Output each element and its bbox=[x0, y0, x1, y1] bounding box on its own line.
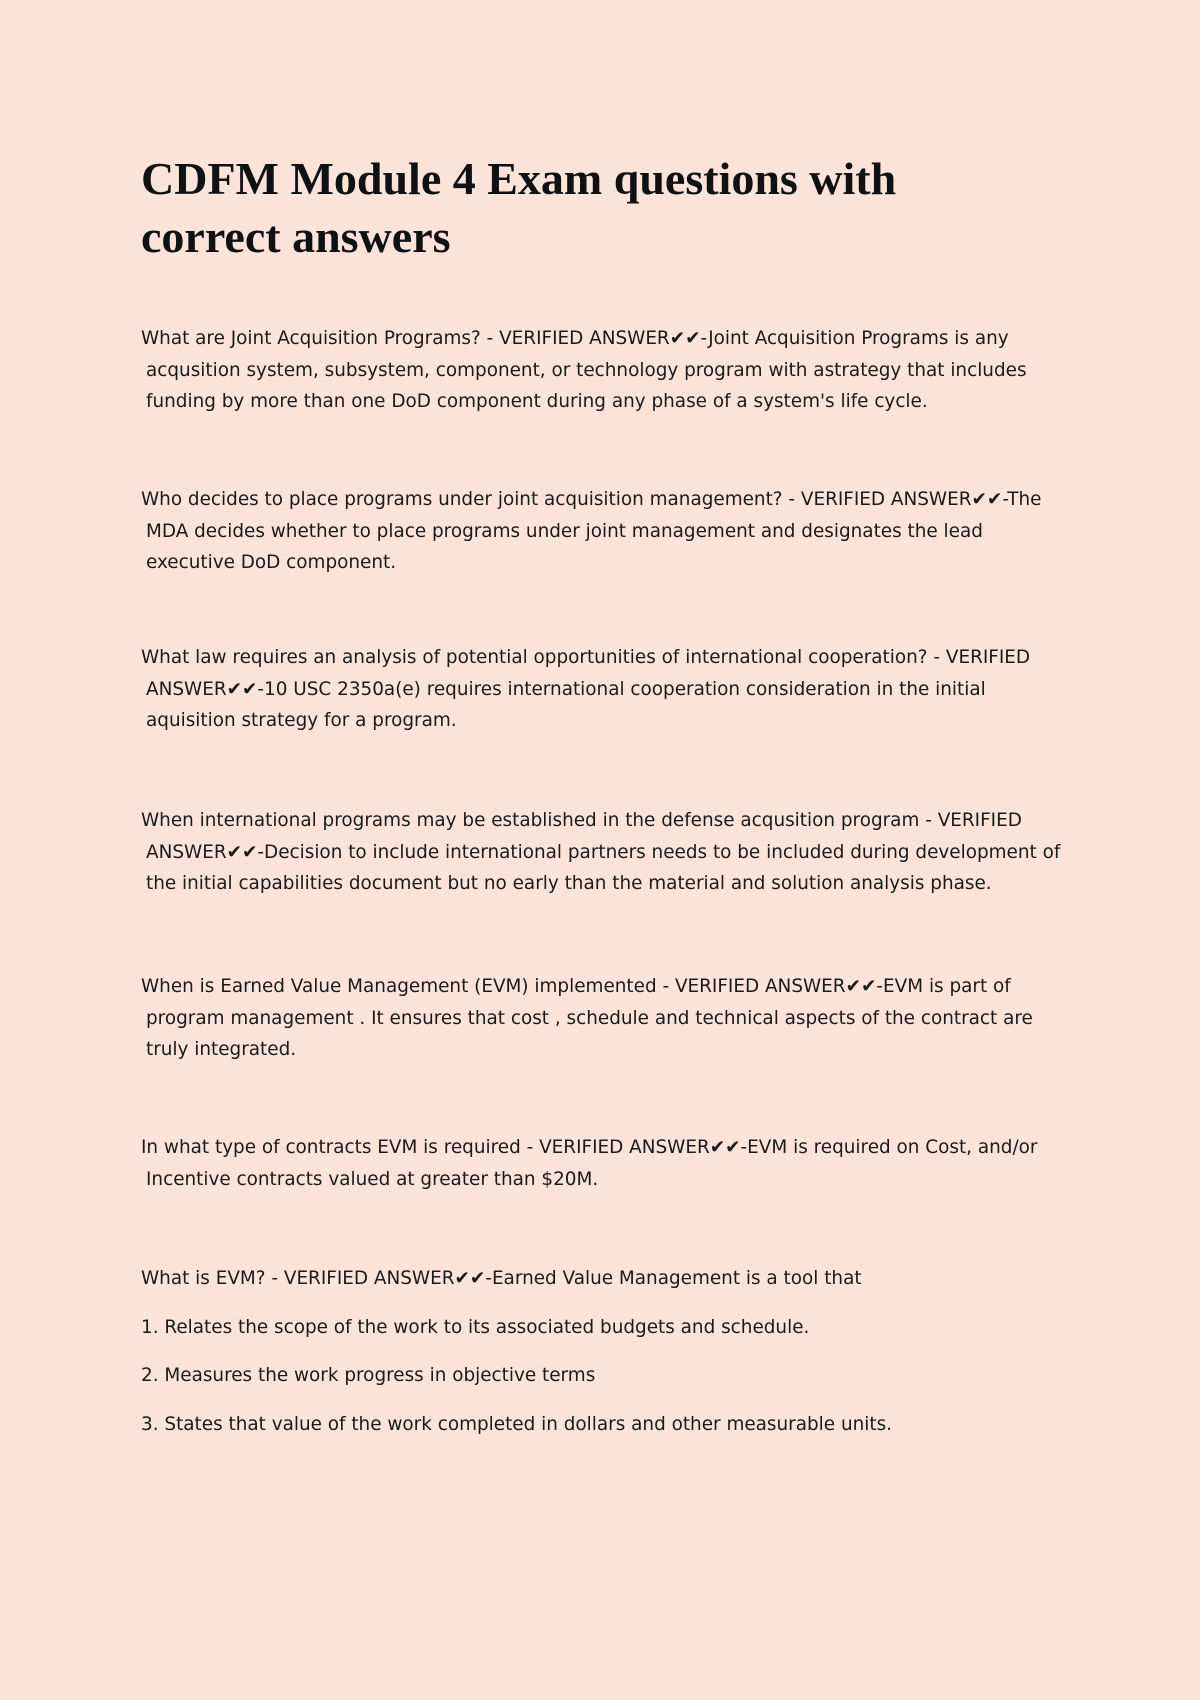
qa-item: Who decides to place programs under joint acquisition management? - VERIFIED ANSWER✔✔-The MDA decides whether to place programs under joint management and designates the lead executive DoD component. bbox=[141, 489, 1042, 573]
qa-item: What law requires an analysis of potential opportunities of international cooperation? - VERIFIED ANSWER✔✔-10 USC 2350a(e) requires international cooperation consideration in the initial aquisition strategy for a program. bbox=[141, 647, 1031, 731]
qa-item: What are Joint Acquisition Programs? - VERIFIED ANSWER✔✔-Joint Acquisition Programs is any acqusition system, subsystem, component, or technology program with astrategy that includes funding by more than one DoD component during any phase of a system's life cycle. bbox=[141, 328, 1027, 412]
qa-item: In what type of contracts EVM is required - VERIFIED ANSWER✔✔-EVM is required on Cost, and/or Incentive contracts valued at greater than $20M. bbox=[141, 1137, 1038, 1190]
list-item: 2. Measures the work progress in objective terms bbox=[141, 1365, 596, 1386]
qa-item: What is EVM? - VERIFIED ANSWER✔✔-Earned Value Management is a tool that bbox=[141, 1268, 862, 1289]
page-title: CDFM Module 4 Exam questions with correct answers bbox=[141, 153, 897, 262]
list-item: 1. Relates the scope of the work to its associated budgets and schedule. bbox=[141, 1317, 810, 1338]
list-item: 3. States that value of the work completed in dollars and other measurable units. bbox=[141, 1414, 893, 1435]
qa-item: When international programs may be established in the defense acqusition program - VERIFIED ANSWER✔✔-Decision to include international partners needs to be included during development of the initial capabilities document but no early than the material and solution analysis phase. bbox=[141, 810, 1061, 894]
qa-item: When is Earned Value Management (EVM) implemented - VERIFIED ANSWER✔✔-EVM is part of program management . It ensures that cost , schedule and technical aspects of the contract are truly integrated. bbox=[141, 976, 1033, 1060]
